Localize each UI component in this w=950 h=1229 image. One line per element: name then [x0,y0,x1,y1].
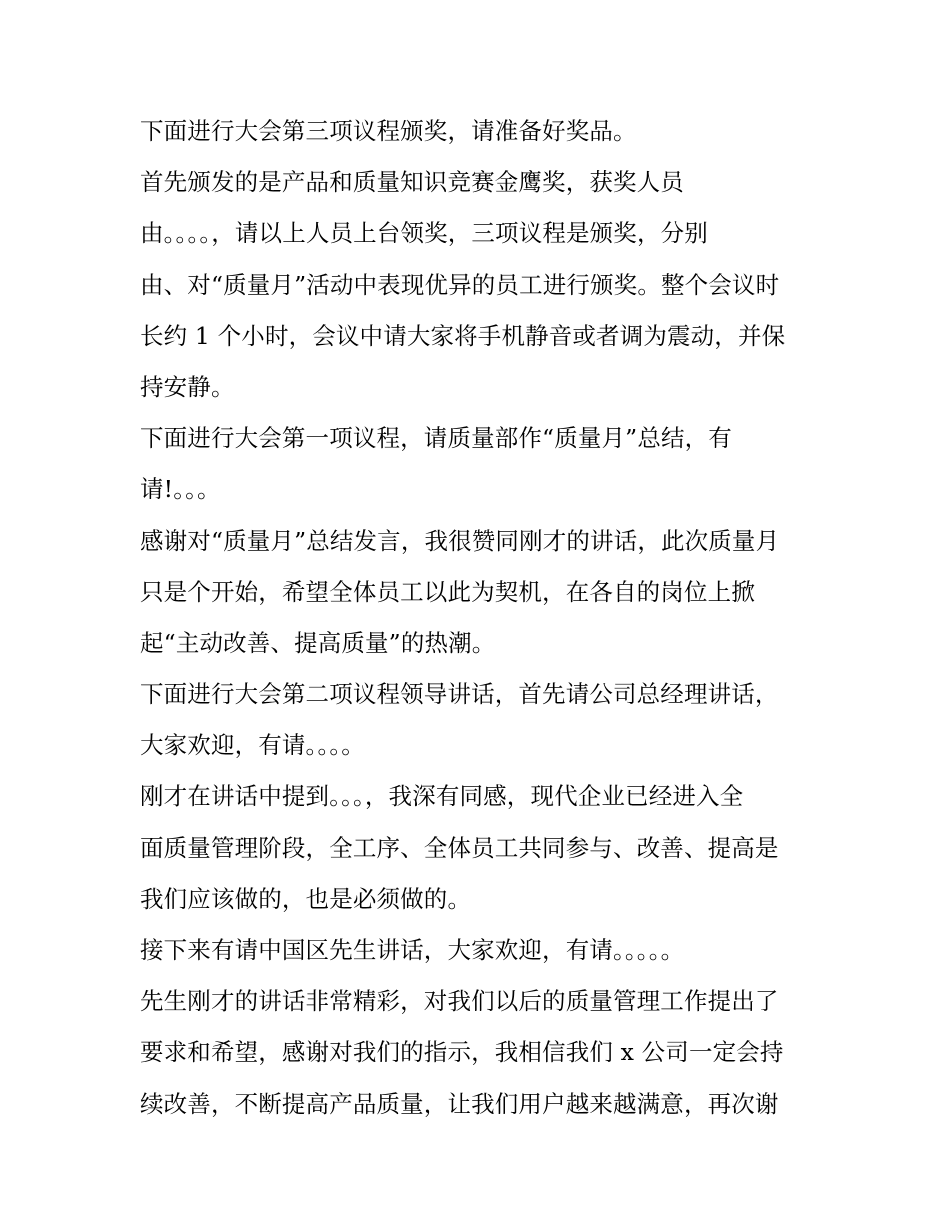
text-line: 要求和希望，感谢对我们的指示，我相信我们 x 公司一定会持 [140,1038,784,1067]
text-line: 下面进行大会第一项议程，请质量部作“质量月”总结，有 [140,424,732,453]
text-line: 起“主动改善、提高质量”的热潮。 [140,628,496,657]
text-line: 只是个开始，希望全体员工以此为契机，在各自的岗位上掀 [140,577,755,606]
text-line: 刚才在讲话中提到。。。，我深有同感，现代企业已经进入全 [140,782,744,811]
text-line: 我们应该做的，也是必须做的。 [140,884,472,913]
text-line: 先生刚才的讲话非常精彩，对我们以后的质量管理工作提出了 [140,987,779,1016]
text-line: 续改善，不断提高产品质量，让我们用户越来越满意，再次谢 [140,1089,779,1118]
document-body [140,106,830,1130]
text-line: 持安静。 [140,372,235,401]
text-line: 下面进行大会第三项议程颁奖，请准备好奖品。 [140,117,637,145]
text-line: 请!。。。 [140,475,221,504]
text-line: 大家欢迎，有请。。。。 [140,731,365,760]
text-line: 由、对“质量月”活动中表现优异的员工进行颁奖。整个会议时 [140,270,780,299]
text-line: 由。。。。，请以上人员上台领奖，三项议程是颁奖，分别 [140,219,708,248]
text-line: 首先颁发的是产品和质量知识竞赛金鹰奖，获奖人员 [140,168,684,197]
text-line: 下面进行大会第二项议程领导讲话，首先请公司总经理讲话， [140,680,779,709]
text-line: 感谢对“质量月”总结发言，我很赞同刚才的讲话，此次质量月 [140,526,780,555]
text-line: 接下来有请中国区先生讲话，大家欢迎，有请。。。。。 [140,936,685,964]
text-line: 长约 1 个小时，会议中请大家将手机静音或者调为震动，并保 [140,321,786,350]
text-line: 面质量管理阶段，全工序、全体员工共同参与、改善、提高是 [140,833,779,862]
